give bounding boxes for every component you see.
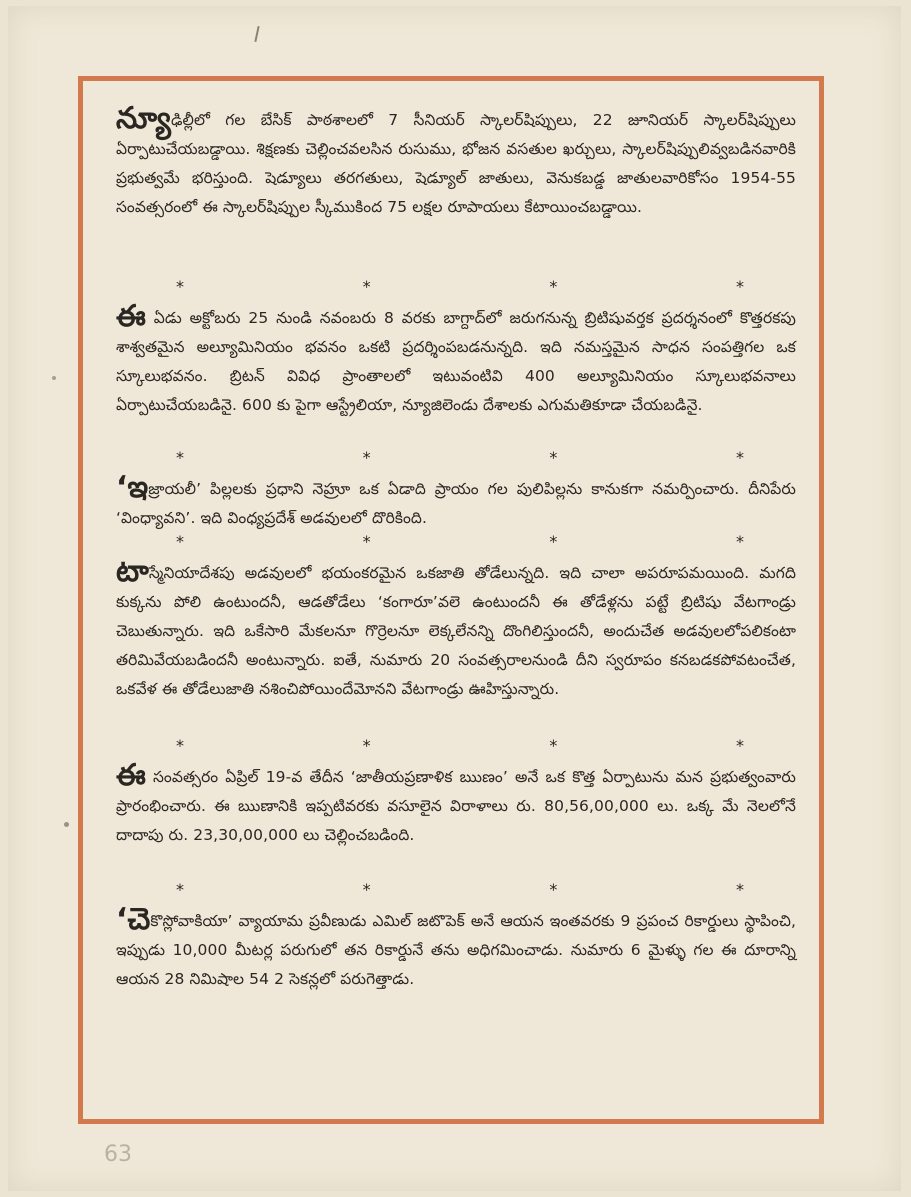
section-separator bbox=[116, 881, 796, 903]
paragraph-text: స్మేనియాదేశపు అడవులలో భయంకరమైన ఒకజాతి తోడేలున్నది. ఇది చాలా అపరూపమయింది. మగది కుక్కను పోలి ఉంటుందనీ, ఆడతోడేలు ‘కంగారూ’వలె ఉంటుందనీ ఈ తోడేళ్లను పట్టే బ్రిటిషు వేటగాండ్రు చెబుతున్నారు. ఇది ఒకేసారి మేకలనూ గొర్రెలనూ లెక్కలేనన్ని దొంగిలిస్తుందనీ, అందుచేత అడవులలోపలికంటా తరిమివేయబడిందనీ అంటున్నారు. ఐతే, నుమారు 20 సంవత్సరాలనుండి దీని స్వరూపం కనబడకపోవటంచేత, ఒకవేళ ఈ తోడేలుజాతి నశించిపోయిందేమోనని వేటగాండ్రు ఊహిస్తున్నారు. bbox=[116, 564, 796, 698]
drop-cap: ‘ఇ bbox=[116, 470, 149, 505]
separator-star: * bbox=[176, 880, 184, 899]
paragraph-text: జ్రాయలీ’ పిల్లలకు ప్రధాని నెహ్రూ ఒక ఏడాది ప్రాయం గల పులిపిల్లను కానుకగా నమర్పించారు. దీనిపేరు ‘వింధ్యావని’. ఇది వింధ్యప్రదేశ్ అడవులలో దొరికింది. bbox=[116, 480, 796, 527]
separator-star: * bbox=[176, 448, 184, 467]
separator-star: * bbox=[362, 880, 371, 899]
section-separator bbox=[116, 737, 796, 759]
drop-cap: ఈ bbox=[116, 299, 146, 334]
paragraph-text: కొస్లోవాకియా’ వ్యాయామ ప్రవీణుడు ఎమిల్ జటొపెక్ అనే ఆయన ఇంతవరకు 9 ప్రపంచ రికార్డులు స్థాపించి, ఇప్పుడు 10,000 మీటర్ల పరుగులో తన రికార్డునే తను అధిగమించాడు. నుమారు 6 మైళ్ళు గల ఈ దూరాన్ని ఆయన 28 నిమిషాల 54 2 సెకన్లలో పరుగెత్తాడు. bbox=[116, 912, 796, 988]
separator-star: * bbox=[549, 448, 558, 467]
news-paragraph-2 bbox=[116, 299, 796, 447]
news-paragraph-6 bbox=[116, 902, 796, 994]
paper-speck bbox=[52, 376, 56, 380]
news-paragraph-1 bbox=[116, 101, 796, 262]
separator-star: * bbox=[735, 736, 744, 755]
separator-star: * bbox=[549, 880, 558, 899]
news-paragraph-4 bbox=[116, 554, 796, 733]
drop-cap: న్యూ bbox=[116, 101, 171, 136]
separator-star: * bbox=[362, 532, 371, 551]
separator-star: * bbox=[549, 277, 558, 296]
separator-star: * bbox=[176, 532, 184, 551]
drop-cap: ‘చె bbox=[116, 902, 151, 937]
paper-speck bbox=[64, 822, 69, 827]
separator-star: * bbox=[735, 532, 744, 551]
separator-star: * bbox=[362, 736, 371, 755]
section-separator bbox=[116, 278, 796, 300]
drop-cap: ఈ bbox=[116, 758, 146, 793]
paragraph-text: ఢిల్లీలో గల బేసిక్ పాఠశాలలో 7 సీనియర్ స్కాలర్‌షిప్పులు, 22 జూనియర్ స్కాలర్‌షిప్పులు ఏర్పాటుచేయబడ్డాయి. శిక్షణకు చెల్లించవలసిన రుసుము, భోజన వసతుల ఖర్చులు, స్కాలర్‌షిప్పులివ్వబడినవారికి ప్రభుత్వమే భరిస్తుంది. షెడ్యూలు తరగతులు, షెడ్యూల్ జాతులు, వెనుకబడ్డ జాతులవారికోసం 1954-55 సంవత్సరంలో ఈ స్కాలర్‌షిప్పుల స్కీముకింద 75 లక్షల రూపాయలు కేటాయించబడ్డాయి. bbox=[116, 111, 796, 216]
page-number: 63 bbox=[104, 1142, 132, 1167]
separator-star: * bbox=[549, 736, 558, 755]
news-paragraph-5 bbox=[116, 758, 796, 879]
separator-star: * bbox=[735, 448, 744, 467]
section-separator bbox=[116, 533, 796, 555]
paragraph-text: సంవత్సరం ఏప్రిల్ 19-వ తేదీన ‘జాతీయప్రణాళిక ఋణం’ అనే ఒక కొత్త ఏర్పాటును మన ప్రభుత్వంవారు ప్రారంభించారు. ఈ ఋణానికి ఇప్పటివరకు వసూలైన విరాళాలు రు. 80,56,00,000 లు. ఒక్క మే నెలలోనే దాదాపు రు. 23,30,00,000 లు చెల్లించబడింది. bbox=[116, 768, 796, 844]
separator-star: * bbox=[362, 448, 371, 467]
separator-star: * bbox=[549, 532, 558, 551]
separator-star: * bbox=[176, 736, 184, 755]
separator-star: * bbox=[735, 277, 744, 296]
drop-cap: టా bbox=[116, 554, 149, 589]
news-column bbox=[116, 101, 796, 994]
news-paragraph-3 bbox=[116, 470, 796, 531]
separator-star: * bbox=[735, 880, 744, 899]
section-separator bbox=[116, 449, 796, 471]
separator-star: * bbox=[362, 277, 371, 296]
paragraph-text: ఏడు అక్టోబరు 25 నుండి నవంబరు 8 వరకు బాగ్దాద్‌లో జరుగనున్న బ్రిటిషువర్తక ప్రదర్శనంలో కొత్తరకపు శాశ్వతమైన అల్యూమినియం భవనం ఒకటి ప్రదర్శింపబడనున్నది. ఇది నమస్తమైన సాధన సంపత్తిగల ఒక స్కూలుభవనం. బ్రిటన్ వివిధ ప్రాంతాలలో ఇటువంటివి 400 అల్యూమినియం స్కూలుభవనాలు ఏర్పాటుచేయబడినై. 600 కు పైగా ఆస్ట్రేలియా, న్యూజిలెండు దేశాలకు ఎగుమతికూడా చేయబడినై. bbox=[116, 309, 796, 414]
separator-star: * bbox=[176, 277, 184, 296]
